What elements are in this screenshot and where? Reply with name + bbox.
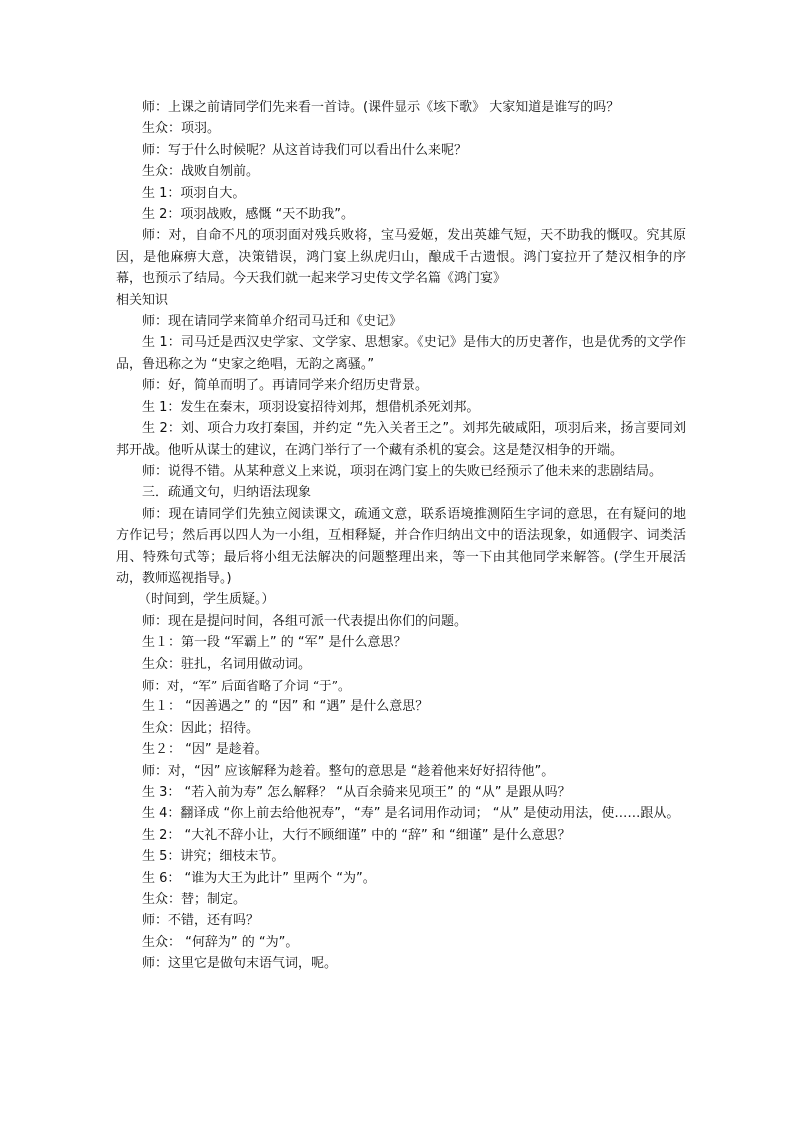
- paragraph: 师：对，自命不凡的项羽面对残兵败将，宝马爱姬，发出英雄气短，天不助我的慨叹。究其原因，是他麻痹大意，决策错误，鸿门宴上纵虎归山，酿成千古遗恨。鸿门宴拉开了楚汉相争的序幕，也预示了结局。今天我们就一起来学习史传文学名篇《鸿门宴》: [116, 228, 686, 287]
- paragraph: 师：现在请同学们先独立阅读课文，疏通文意，联系语境推测陌生字词的意思，在有疑问的地方作记号；然后再以四人为一小组，互相释疑，并合作归纳出文中的语法现象，如通假字、词类活用、特殊句式等；最后将小组无法解决的问题整理出来，等一下由其他同学来解答。(学生开展活动，教师巡视指导。): [116, 506, 686, 586]
- paragraph: 生１： “因善遇之” 的 “因” 和 “遇” 是什么意思？: [142, 699, 429, 715]
- paragraph: 生众：战败自刎前。: [142, 164, 260, 180]
- paragraph: 生 4：翻译成 “你上前去给他祝寿”，“寿” 是名词用作动词； “从” 是使动用法，使……跟从。: [142, 806, 680, 822]
- paragraph: 师：现在请同学来简单介绍司马迁和《史记》: [142, 314, 403, 330]
- paragraph: 相关知识: [116, 292, 169, 308]
- paragraph: 师：好，简单而明了。再请同学来介绍历史背景。: [142, 378, 429, 394]
- paragraph: 师：上课之前请同学们先来看一首诗。(课件显示《垓下歌》 大家知道是谁写的吗？: [142, 100, 620, 115]
- paragraph: 生 3： “若入前为寿” 怎么解释？ “从百余骑来见项王” 的 “从” 是跟从吗？: [142, 785, 571, 800]
- paragraph: 生 2：项羽战败，感慨 “天不助我”。: [142, 207, 355, 223]
- paragraph: 三．疏通文句，归纳语法现象: [142, 485, 312, 501]
- paragraph: 生 2： “大礼不辞小让，大行不顾细谨” 中的 “辞” 和 “细谨” 是什么意思？: [142, 827, 571, 843]
- paragraph: （时间到，学生质疑。）: [138, 592, 275, 608]
- paragraph: 生 1：项羽自大。: [142, 185, 246, 201]
- paragraph: 生众：替；制定。: [142, 892, 247, 908]
- paragraph: 生 1：司马迁是西汉史学家、文学家、思想家。《史记》是伟大的历史著作，也是优秀的文学作品，鲁迅称之为 “史家之绝唱，无韵之离骚。”: [116, 335, 686, 372]
- paragraph: 生 2：刘、项合力攻打秦国，并约定 “先入关者王之”。刘邦先破咸阳，项羽后来，扬言要同刘邦开战。他听从谋士的建议，在鸿门举行了一个藏有杀机的宴会。这是楚汉相争的开端。: [116, 421, 686, 458]
- paragraph: 生 6： “谁为大王为此计” 里两个 “为”。: [142, 870, 376, 886]
- paragraph: 生 1：发生在秦末，项羽设宴招待刘邦，想借机杀死刘邦。: [142, 399, 480, 415]
- paragraph: 生众： “何辞为” 的 “为”。: [142, 934, 299, 950]
- paragraph: 生众：驻扎，名词用做动词。: [142, 656, 312, 672]
- paragraph: 师：现在是提问时间，各组可派一代表提出你们的问题。: [142, 613, 468, 629]
- paragraph: 生２： “因” 是趁着。: [142, 742, 268, 758]
- paragraph: 师：写于什么时候呢？从这首诗我们可以看出什么来呢？: [142, 142, 468, 158]
- paragraph: 师：对，“因” 应该解释为趁着。整句的意思是 “趁着他来好好招待他”。: [142, 763, 555, 779]
- paragraph: 师：不错，还有吗？: [142, 913, 260, 929]
- paragraph: 师：这里它是做句末语气词，呢。: [142, 956, 338, 972]
- document-body: [116, 97, 686, 975]
- paragraph: 师：说得不错。从某种意义上来说，项羽在鸿门宴上的失败已经预示了他未来的悲剧结局。: [142, 463, 663, 479]
- paragraph: 师：对，“军” 后面省略了介词 “于”。: [142, 677, 351, 693]
- paragraph: 生众：项羽。: [142, 121, 221, 137]
- paragraph: 生 5：讲究；细枝末节。: [142, 849, 285, 865]
- paragraph: 生１：第一段 “军霸上” 的 “军” 是什么意思？: [142, 635, 407, 651]
- paragraph: 生众：因此；招待。: [142, 720, 260, 736]
